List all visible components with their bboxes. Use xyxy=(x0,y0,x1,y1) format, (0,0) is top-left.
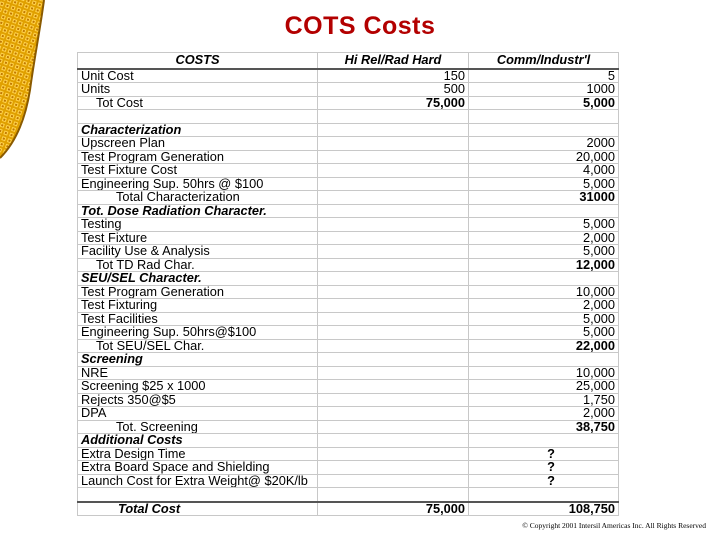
subtotal-row: Total Characterization 31000 xyxy=(78,191,619,205)
table-row: Launch Cost for Extra Weight@ $20K/lb ? xyxy=(78,474,619,488)
spacer-row xyxy=(78,488,619,502)
table-row: Upscreen Plan 2000 xyxy=(78,137,619,151)
table-row: Facility Use & Analysis 5,000 xyxy=(78,245,619,259)
section-header-row: Tot. Dose Radiation Character. xyxy=(78,204,619,218)
table-row: Test Fixture 2,000 xyxy=(78,231,619,245)
header-comm: Comm/Industr'l xyxy=(469,53,619,69)
table-row: Rejects 350@$5 1,750 xyxy=(78,393,619,407)
table-row: Test Facilities 5,000 xyxy=(78,312,619,326)
table-row: Unit Cost 150 5 xyxy=(78,69,619,83)
section-header-row: Characterization xyxy=(78,123,619,137)
header-hirel: Hi Rel/Rad Hard xyxy=(318,53,469,69)
subtotal-row: Tot SEU/SEL Char. 22,000 xyxy=(78,339,619,353)
section-header-row: Additional Costs xyxy=(78,434,619,448)
header-costs: COSTS xyxy=(78,53,318,69)
table-row: Engineering Sup. 50hrs@$100 5,000 xyxy=(78,326,619,340)
table-row: Extra Design Time ? xyxy=(78,447,619,461)
subtotal-row: Tot TD Rad Char. 12,000 xyxy=(78,258,619,272)
table-row: Testing 5,000 xyxy=(78,218,619,232)
table-row: Extra Board Space and Shielding ? xyxy=(78,461,619,475)
copyright-notice: © Copyright 2001 Intersil Americas Inc. All Rights Reserved xyxy=(522,521,706,530)
table-row: NRE 10,000 xyxy=(78,366,619,380)
table-row: Test Fixture Cost 4,000 xyxy=(78,164,619,178)
table-row: DPA 2,000 xyxy=(78,407,619,421)
cost-table xyxy=(77,52,619,516)
table-row: Screening $25 x 1000 25,000 xyxy=(78,380,619,394)
page-title: COTS Costs xyxy=(284,12,436,40)
section-header-row: SEU/SEL Character. xyxy=(78,272,619,286)
table-row: Test Program Generation 10,000 xyxy=(78,285,619,299)
subtotal-row: Tot. Screening 38,750 xyxy=(78,420,619,434)
table-row: Units 500 1000 xyxy=(78,83,619,97)
table-row: Test Fixturing 2,000 xyxy=(78,299,619,313)
grand-total-row: Total Cost 75,000 108,750 xyxy=(78,502,619,516)
table-header-row xyxy=(78,53,619,69)
table-row: Engineering Sup. 50hrs @ $100 5,000 xyxy=(78,177,619,191)
spacer-row xyxy=(78,110,619,124)
table-row: Tot Cost 75,000 5,000 xyxy=(78,96,619,110)
table-row: Test Program Generation 20,000 xyxy=(78,150,619,164)
section-header-row: Screening xyxy=(78,353,619,367)
